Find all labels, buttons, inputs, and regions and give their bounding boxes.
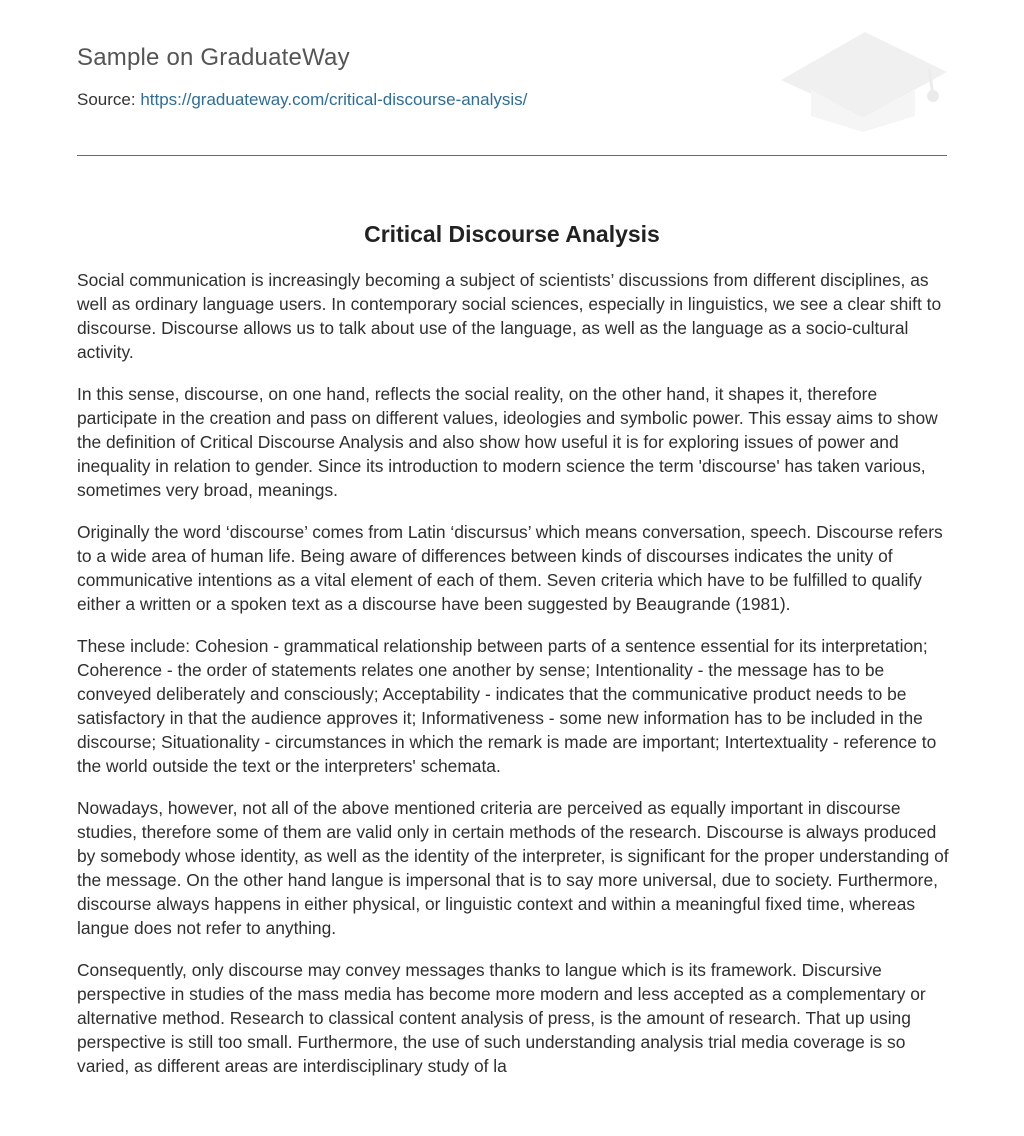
graduation-cap-icon <box>781 30 947 134</box>
paragraph: Originally the word ‘discourse’ comes from Latin ‘discursus’ which means conversation, speech. Discourse refers to a wide area of human life. Being aware of differences between kinds of discourses indicates the unity of communicative intentions as a vital element of each of them. Seven criteria which have to be fulfilled to qualify either a written or a spoken text as a discourse have been suggested by Beaugrande (1981). <box>77 522 943 614</box>
source-label: Source: <box>77 90 141 109</box>
paragraph: Consequently, only discourse may convey messages thanks to langue which is its framework. Discursive perspective in studies of the mass media has become more modern and less accepted as a complementary or alternative method. Research to classical content analysis of press, is the amount of research. That up using perspective is still too small. Furthermore, the use of such understanding analysis trial media coverage is so varied, as different areas are interdisciplinary study of la <box>77 960 926 1076</box>
paragraph: Social communication is increasingly becoming a subject of scientists’ discussions from different disciplines, as well as ordinary language users. In contemporary social sciences, especially in linguistics, we see a clear shift to discourse. Discourse allows us to talk about use of the language, as well as the language as a socio-cultural activity. <box>77 270 942 362</box>
article-body <box>77 268 949 1096</box>
header-divider <box>77 155 947 156</box>
document-page <box>77 0 949 1076</box>
article-title: Critical Discourse Analysis <box>364 221 660 248</box>
site-brand: Sample on GraduateWay <box>77 44 350 71</box>
paragraph: These include: Cohesion - grammatical relationship between parts of a sentence essential for its interpretation; Coherence - the order of statements relates one another by sense; Intentionality - the message has to be conveyed deliberately and consciously; Acceptability - indicates that the communicative product needs to be satisfactory in that the audience approves it; Informativeness - some new information has to be included in the discourse; Situationality - circumstances in which the remark is made are important; Intertextuality - reference to the world outside the text or the interpreters' schemata. <box>77 636 937 776</box>
paragraph: Nowadays, however, not all of the above mentioned criteria are perceived as equally important in discourse studies, therefore some of them are valid only in certain methods of the research. Discourse is always produced by somebody whose identity, as well as the identity of the interpreter, is significant for the proper understanding of the message. On the other hand langue is impersonal that is to say more universal, due to society. Furthermore, discourse always happens in either physical, or linguistic context and within a meaningful fixed time, whereas langue does not refer to anything. <box>77 798 949 938</box>
page-header <box>77 0 947 156</box>
source-line <box>77 90 527 110</box>
source-link[interactable]: https://graduateway.com/critical-discourse-analysis/ <box>140 90 528 109</box>
paragraph: In this sense, discourse, on one hand, reflects the social reality, on the other hand, it shapes it, therefore participate in the creation and pass on different values, ideologies and symbolic power. This essay aims to show the definition of Critical Discourse Analysis and also show how useful it is for exploring issues of power and inequality in relation to gender. Since its introduction to modern science the term 'discourse' has taken various, sometimes very broad, meanings. <box>77 384 938 500</box>
